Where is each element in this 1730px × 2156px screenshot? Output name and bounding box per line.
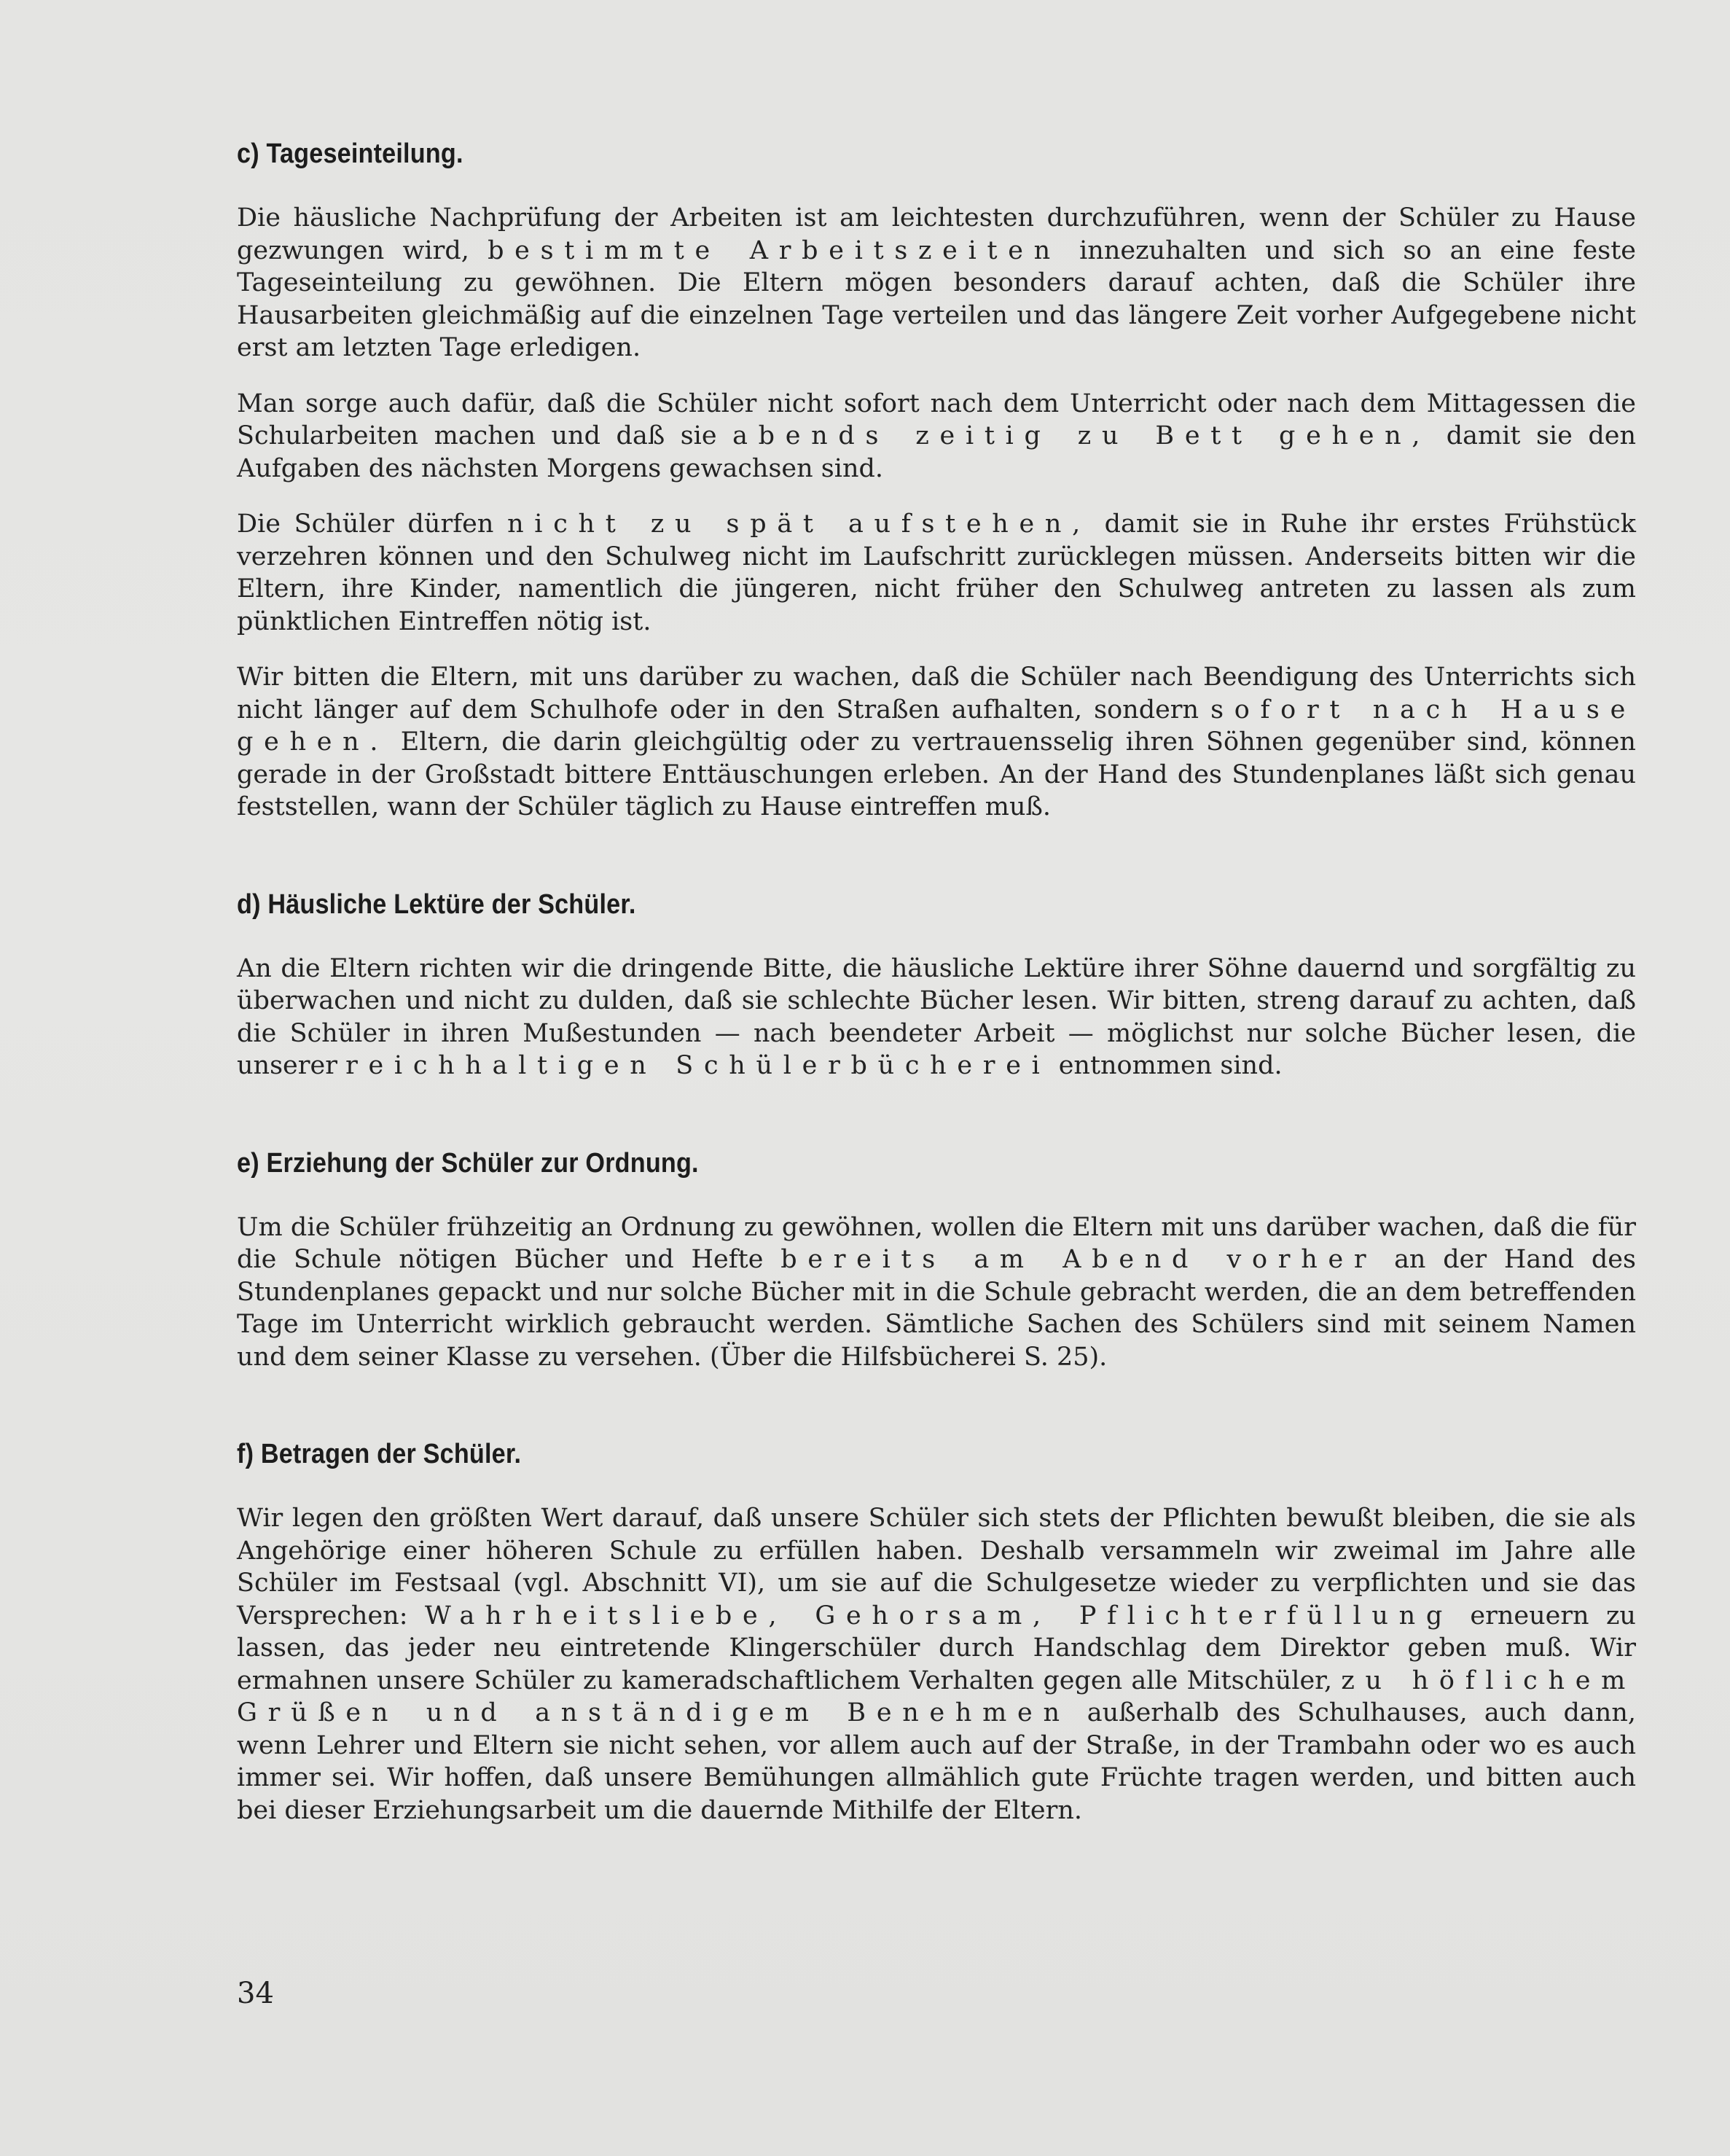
text-run: Wir legen den größten Wert darauf, daß unsere Schüler sich stets der Pflichten bewußt bleiben, die sie als Angehörige einer höheren Schule zu erfüllen haben. Deshalb versammeln wir zweimal im Jahre alle Schüler im Festsaal (vgl. Abschnitt VI), um sie auf die Schulgesetze wieder zu verpflichten und sie das Versprechen: [237,1504,1636,1630]
section-erziehung-ordnung [237,1148,1636,1374]
spaced-emphasis: nicht zu spät aufstehen, [507,509,1091,539]
text-run: entnommen sind. [1058,1051,1283,1080]
text-run: Die häusliche Nachprüfung der Arbeiten ist am leichtesten durchzuführen, wenn der Schüler zu Hause gezwungen wird, [237,203,1636,265]
page-number: 34 [237,1977,274,2010]
text-column [237,138,1636,1850]
spaced-emphasis: abends zeitig zu Bett gehen, [732,421,1431,450]
spaced-emphasis: sofort nach Hause gehen. [237,695,1636,757]
text-run: damit sie in Ruhe ihr erstes Frühstück verzehren können und den Schulweg nicht im Laufschritt zurücklegen müssen. Anderseits bitten wir die Eltern, ihre Kinder, namentlich die jüngeren, nicht früher den Schulweg antreten zu lassen als zum pünktlichen Eintreffen nötig ist. [237,509,1636,636]
text-run: Die Schüler dürfen [237,509,494,539]
paragraph [237,1502,1636,1827]
text-run: erneuern zu lassen, das jeder neu eintretende Klingerschüler durch Handschlag dem Direktor geben muß. Wir ermahnen unsere Schüler zu kameradschaftlichem Verhalten gegen alle Mitschüler, [237,1601,1636,1695]
text-run: außerhalb des Schulhauses, auch dann, wenn Lehrer und Eltern sie nicht sehen, vor allem auch auf der Straße, in der Trambahn oder wo es auch immer sei. Wir hoffen, daß unsere Bemühungen allmählich gute Früchte tragen werden, und bitten auch bei dieser Erziehungsarbeit um die dauernde Mithilfe der Eltern. [237,1698,1636,1825]
section-heading: d) Häusliche Lektüre der Schüler. [237,888,636,920]
spaced-emphasis: reichhaltigen Schülerbücherei [345,1051,1051,1080]
section-heading: e) Erziehung der Schüler zur Ordnung. [237,1147,699,1179]
text-run: Man sorge auch dafür, daß die Schüler nicht sofort nach dem Unterricht oder nach dem Mittagessen die Schularbeiten machen und daß sie [237,388,1636,450]
text-run: innezuhalten und sich so an eine feste Tageseinteilung zu gewöhnen. Die Eltern mögen besonders darauf achten, daß die Schüler ihre Hausarbeiten gleichmäßig auf die einzelnen Tage verteilen und das längere Zeit vorher Aufgegebene nicht erst am letzten Tage erledigen. [237,235,1636,362]
text-run: An die Eltern richten wir die dringende Bitte, die häusliche Lektüre ihrer Söhne dauernd und sorgfältig zu überwachen und nicht zu dulden, daß sie schlechte Bücher lesen. Wir bitten, streng darauf zu achten, daß die Schüler in ihren Mußestunden — nach beendeter Arbeit — möglichst nur solche Bücher lesen, die unserer [237,953,1636,1080]
paragraph [237,1211,1636,1374]
spaced-emphasis: Wahrheitsliebe, Gehorsam, Pflichterfüllung [424,1601,1453,1630]
text-run: Um die Schüler frühzeitig an Ordnung zu gewöhnen, wollen die Eltern mit uns darüber wachen, daß die für die Schule nötigen Bücher und Hefte [237,1212,1636,1274]
paragraph [237,202,1636,364]
paragraph [237,953,1636,1082]
section-haeusliche-lektuere [237,889,1636,1082]
text-run: an der Hand des Stundenplanes gepackt und nur solche Bücher mit in die Schule gebracht werden, die an dem betreffenden Tage im Unterricht wirklich gebraucht werden. Sämtliche Sachen des Schülers sind mit seinem Namen und dem seiner Klasse zu versehen. (Über die Hilfsbücherei S. 25). [237,1245,1636,1372]
spaced-emphasis: bereits am Abend vorher [780,1245,1377,1274]
paragraph [237,661,1636,824]
paragraph [237,388,1636,485]
text-run: damit sie den Aufgaben des nächsten Morgens gewachsen sind. [237,421,1636,483]
section-heading: f) Betragen der Schüler. [237,1439,522,1469]
spaced-emphasis: bestimmte Arbeitszeiten [488,235,1061,265]
section-betragen [237,1439,1636,1827]
paragraph [237,508,1636,638]
text-run: Eltern, die darin gleichgültig oder zu vertrauensselig ihren Söhnen gegenüber sind, können gerade in der Großstadt bittere Enttäuschungen erleben. An der Hand des Stundenplanes läßt sich genau feststellen, wann der Schüler täglich zu Hause eintreffen muß. [237,727,1636,821]
spaced-emphasis: zu höflichem Grüßen und anständigem Benehmen [237,1665,1636,1727]
section-tageseinteilung [237,138,1636,824]
text-run: Wir bitten die Eltern, mit uns darüber zu wachen, daß die Schüler nach Beendigung des Unterrichts sich nicht länger auf dem Schulhofe oder in den Straßen aufhalten, sondern [237,663,1636,724]
section-heading: c) Tageseinteilung. [237,138,463,169]
